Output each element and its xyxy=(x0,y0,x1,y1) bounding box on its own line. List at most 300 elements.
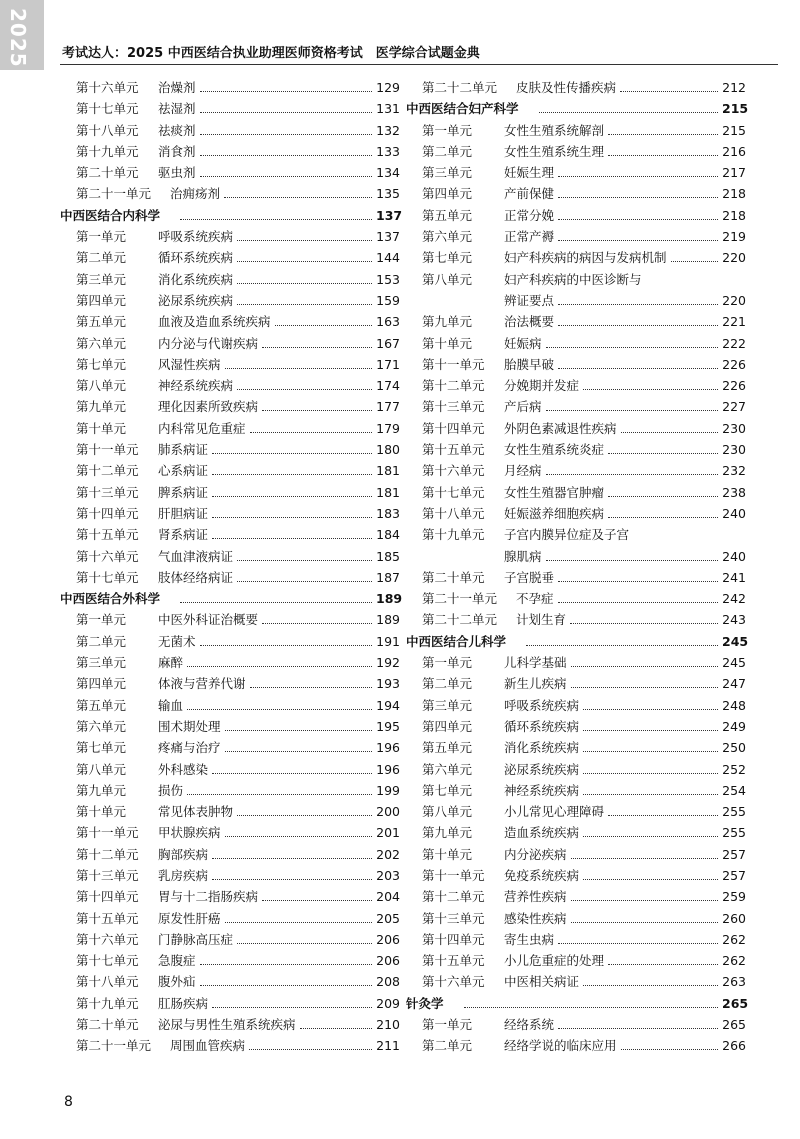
page-ref: 131 xyxy=(376,101,400,117)
toc-entry xyxy=(60,950,400,971)
unit-label: 第七单元 xyxy=(76,356,127,372)
toc-entry xyxy=(60,141,400,162)
page-ref: 226 xyxy=(722,356,746,372)
unit-label: 第十六单元 xyxy=(76,548,139,564)
dot-leader xyxy=(212,858,372,859)
toc-entry xyxy=(406,673,746,694)
page-ref: 177 xyxy=(376,399,400,415)
page-ref: 220 xyxy=(722,292,746,308)
dot-leader xyxy=(558,943,718,944)
page-ref: 243 xyxy=(722,612,746,628)
toc-entry xyxy=(60,929,400,950)
page-ref: 230 xyxy=(722,420,746,436)
toc-entry xyxy=(60,247,400,268)
unit-label: 第三单元 xyxy=(422,165,473,181)
unit-label: 第十一单元 xyxy=(422,867,485,883)
page-ref: 218 xyxy=(722,207,746,223)
dot-leader xyxy=(539,112,718,113)
dot-leader xyxy=(200,91,372,92)
page-ref: 219 xyxy=(722,229,746,245)
toc-entry xyxy=(406,950,746,971)
page-ref: 185 xyxy=(376,548,400,564)
entry-title: 腹外疝 xyxy=(158,974,196,990)
page-ref: 254 xyxy=(722,782,746,798)
dot-leader xyxy=(237,560,372,561)
unit-label: 第十四单元 xyxy=(76,505,139,521)
unit-label: 第十五单元 xyxy=(76,527,139,543)
page-ref: 260 xyxy=(722,910,746,926)
dot-leader xyxy=(558,219,718,220)
entry-title: 肺系病证 xyxy=(158,442,209,458)
section-title: 中西医结合妇产科学 xyxy=(406,101,519,117)
page-ref: 266 xyxy=(722,1038,746,1054)
dot-leader xyxy=(262,410,372,411)
toc-section-heading xyxy=(406,98,749,119)
page-ref: 218 xyxy=(722,186,746,202)
entry-title: 小儿常见心理障碍 xyxy=(504,804,605,820)
entry-title: 女性生殖系统解剖 xyxy=(504,122,605,138)
dot-leader xyxy=(583,773,718,774)
page-ref: 134 xyxy=(376,165,400,181)
unit-label: 第二十单元 xyxy=(422,569,485,585)
unit-label: 第二十一单元 xyxy=(76,186,152,202)
entry-title: 体液与营养代谢 xyxy=(158,676,246,692)
section-title: 中西医结合儿科学 xyxy=(406,633,507,649)
entry-title: 肢体经络病证 xyxy=(158,569,234,585)
entry-title: 小儿危重症的处理 xyxy=(504,953,605,969)
page-ref: 230 xyxy=(722,442,746,458)
toc-entry xyxy=(406,929,746,950)
toc-entry xyxy=(406,1014,746,1035)
toc-entry xyxy=(60,567,400,588)
page-ref: 216 xyxy=(722,143,746,159)
entry-title: 循环系统疾病 xyxy=(504,718,580,734)
unit-label: 第十六单元 xyxy=(422,463,485,479)
unit-label: 第二十一单元 xyxy=(76,1038,152,1054)
toc-section-heading xyxy=(60,205,403,226)
toc-entry xyxy=(406,290,746,311)
toc-entry xyxy=(60,993,400,1014)
entry-title: 造血系统疾病 xyxy=(504,825,580,841)
unit-label: 第十八单元 xyxy=(422,505,485,521)
page-ref: 259 xyxy=(722,889,746,905)
unit-label: 第六单元 xyxy=(76,335,127,351)
dot-leader xyxy=(583,879,718,880)
dot-leader xyxy=(558,1028,718,1029)
toc-entry xyxy=(60,652,400,673)
toc-entry xyxy=(406,695,746,716)
unit-label: 第二单元 xyxy=(422,143,473,159)
entry-title: 风湿性疾病 xyxy=(158,356,221,372)
toc-entry xyxy=(60,780,400,801)
page-ref: 133 xyxy=(376,143,400,159)
unit-label: 第十八单元 xyxy=(76,122,139,138)
dot-leader xyxy=(225,922,372,923)
dot-leader xyxy=(571,687,718,688)
dot-leader xyxy=(546,347,718,348)
dot-leader xyxy=(237,581,372,582)
page-ref: 247 xyxy=(722,676,746,692)
page-ref: 245 xyxy=(722,655,746,671)
entry-title: 围术期处理 xyxy=(158,718,221,734)
dot-leader xyxy=(200,964,372,965)
entry-title: 泌尿与男性生殖系统疾病 xyxy=(158,1017,296,1033)
page-ref: 153 xyxy=(376,271,400,287)
entry-title: 免疫系统疾病 xyxy=(504,867,580,883)
page-ref: 194 xyxy=(376,697,400,713)
entry-title: 肾系病证 xyxy=(158,527,209,543)
unit-label: 第十七单元 xyxy=(76,953,139,969)
toc-entry xyxy=(60,354,400,375)
unit-label: 第二单元 xyxy=(76,250,127,266)
unit-label: 第二单元 xyxy=(422,1038,473,1054)
dot-leader xyxy=(237,240,372,241)
dot-leader xyxy=(546,474,718,475)
toc-entry xyxy=(60,183,400,204)
page-ref: 171 xyxy=(376,356,400,372)
dot-leader xyxy=(571,666,718,667)
dot-leader xyxy=(608,134,718,135)
unit-label: 第十六单元 xyxy=(76,80,139,95)
toc-entry xyxy=(60,844,400,865)
page-ref: 137 xyxy=(376,229,400,245)
unit-label: 第一单元 xyxy=(422,122,473,138)
entry-title: 经络系统 xyxy=(504,1017,555,1033)
page-ref: 227 xyxy=(722,399,746,415)
page-ref: 205 xyxy=(376,910,400,926)
unit-label: 第十九单元 xyxy=(422,527,485,543)
page-ref: 215 xyxy=(722,101,749,117)
dot-leader xyxy=(225,751,372,752)
unit-label: 第十三单元 xyxy=(422,399,485,415)
entry-title: 肛肠疾病 xyxy=(158,995,209,1011)
toc-entry xyxy=(60,290,400,311)
unit-label: 第一单元 xyxy=(422,655,473,671)
entry-title: 妊娠生理 xyxy=(504,165,555,181)
page-ref: 135 xyxy=(376,186,400,202)
unit-label: 第十三单元 xyxy=(76,867,139,883)
toc-entry xyxy=(406,886,746,907)
dot-leader xyxy=(262,900,372,901)
dot-leader xyxy=(570,623,718,624)
dot-leader xyxy=(225,368,372,369)
toc-entry xyxy=(60,77,400,98)
unit-label: 第三单元 xyxy=(76,655,127,671)
page-ref: 222 xyxy=(722,335,746,351)
dot-leader xyxy=(608,964,718,965)
dot-leader xyxy=(275,325,372,326)
page-ref: 132 xyxy=(376,122,400,138)
dot-leader xyxy=(583,985,718,986)
toc-entry xyxy=(60,524,400,545)
dot-leader xyxy=(200,985,372,986)
entry-title: 门静脉高压症 xyxy=(158,931,234,947)
page-ref: 255 xyxy=(722,804,746,820)
dot-leader xyxy=(620,91,718,92)
toc-entry xyxy=(60,971,400,992)
entry-title: 祛痰剂 xyxy=(158,122,196,138)
entry-title: 气血津液病证 xyxy=(158,548,234,564)
dot-leader xyxy=(300,1028,372,1029)
page-ref: 129 xyxy=(376,80,400,95)
dot-leader xyxy=(608,155,718,156)
toc-entry xyxy=(60,1014,400,1035)
dot-leader xyxy=(621,432,718,433)
unit-label: 第七单元 xyxy=(76,740,127,756)
entry-title: 心系病证 xyxy=(158,463,209,479)
dot-leader xyxy=(608,453,718,454)
page-ref: 263 xyxy=(722,974,746,990)
toc-entry xyxy=(406,333,746,354)
toc-entry xyxy=(60,695,400,716)
page-ref: 265 xyxy=(722,995,749,1011)
entry-title: 神经系统疾病 xyxy=(504,782,580,798)
page-ref: 265 xyxy=(722,1017,746,1033)
unit-label: 第三单元 xyxy=(422,697,473,713)
entry-title: 脾系病证 xyxy=(158,484,209,500)
dot-leader xyxy=(187,709,372,710)
toc-entry xyxy=(60,226,400,247)
entry-title: 胎膜早破 xyxy=(504,356,555,372)
entry-title: 胸部疾病 xyxy=(158,846,209,862)
unit-label: 第十五单元 xyxy=(422,953,485,969)
entry-title: 消化系统疾病 xyxy=(158,271,234,287)
unit-label: 第一单元 xyxy=(76,612,127,628)
dot-leader xyxy=(571,858,718,859)
toc-entry xyxy=(60,120,400,141)
page-number: 8 xyxy=(64,1094,73,1110)
unit-label: 第四单元 xyxy=(422,186,473,202)
toc-entry xyxy=(406,205,746,226)
entry-title: 感染性疾病 xyxy=(504,910,567,926)
toc-entry xyxy=(406,971,746,992)
unit-label: 第十二单元 xyxy=(422,889,485,905)
toc-entry xyxy=(406,759,746,780)
dot-leader xyxy=(200,155,372,156)
side-tab-label: 2025 xyxy=(6,8,30,68)
unit-label: 第十一单元 xyxy=(76,442,139,458)
unit-label: 第七单元 xyxy=(422,250,473,266)
dot-leader xyxy=(608,815,718,816)
entry-title: 损伤 xyxy=(158,782,184,798)
page-ref: 262 xyxy=(722,931,746,947)
entry-title: 驱虫剂 xyxy=(158,165,196,181)
page-ref: 201 xyxy=(376,825,400,841)
entry-title: 神经系统疾病 xyxy=(158,378,234,394)
dot-leader xyxy=(212,496,372,497)
page-ref: 193 xyxy=(376,676,400,692)
page-ref: 206 xyxy=(376,953,400,969)
unit-label: 第七单元 xyxy=(422,782,473,798)
dot-leader xyxy=(212,453,372,454)
toc-entry xyxy=(406,269,746,290)
page-ref: 240 xyxy=(722,548,746,564)
entry-title: 乳房疾病 xyxy=(158,867,209,883)
dot-leader xyxy=(608,496,718,497)
unit-label: 第十六单元 xyxy=(422,974,485,990)
dot-leader xyxy=(558,240,718,241)
dot-leader xyxy=(200,134,372,135)
page-ref: 220 xyxy=(722,250,746,266)
toc-entry xyxy=(406,482,746,503)
unit-label: 第十九单元 xyxy=(76,143,139,159)
toc-entry xyxy=(406,908,746,929)
entry-title: 血液及造血系统疾病 xyxy=(158,314,271,330)
toc-entry xyxy=(406,737,746,758)
dot-leader xyxy=(621,1049,718,1050)
unit-label: 第九单元 xyxy=(76,782,127,798)
unit-label: 第二单元 xyxy=(76,633,127,649)
dot-leader xyxy=(583,709,718,710)
toc-entry xyxy=(60,908,400,929)
dot-leader xyxy=(187,666,372,667)
entry-title: 产前保健 xyxy=(504,186,555,202)
page-ref: 204 xyxy=(376,889,400,905)
toc-entry xyxy=(60,886,400,907)
page-ref: 196 xyxy=(376,740,400,756)
entry-title: 麻醉 xyxy=(158,655,184,671)
dot-leader xyxy=(237,283,372,284)
unit-label: 第六单元 xyxy=(76,718,127,734)
dot-leader xyxy=(225,730,372,731)
toc-entry xyxy=(406,460,746,481)
unit-label: 第二十单元 xyxy=(76,165,139,181)
unit-label: 第一单元 xyxy=(76,229,127,245)
page-ref: 184 xyxy=(376,527,400,543)
unit-label: 第十二单元 xyxy=(76,463,139,479)
toc-entry xyxy=(60,311,400,332)
page-ref: 174 xyxy=(376,378,400,394)
entry-title: 祛湿剂 xyxy=(158,101,196,117)
unit-label: 第十五单元 xyxy=(76,910,139,926)
dot-leader xyxy=(671,261,718,262)
page-ref: 257 xyxy=(722,846,746,862)
entry-title: 治痈疡剂 xyxy=(170,186,221,202)
unit-label: 第十二单元 xyxy=(422,378,485,394)
entry-title: 儿科学基础 xyxy=(504,655,567,671)
page-ref: 250 xyxy=(722,740,746,756)
toc-entry xyxy=(60,162,400,183)
section-title: 针灸学 xyxy=(406,995,444,1011)
unit-label: 第二十二单元 xyxy=(422,612,498,628)
dot-leader xyxy=(583,751,718,752)
unit-label: 第十一单元 xyxy=(422,356,485,372)
toc-entry xyxy=(406,247,746,268)
entry-title: 新生儿疾病 xyxy=(504,676,567,692)
unit-label: 第四单元 xyxy=(422,718,473,734)
unit-label: 第十七单元 xyxy=(422,484,485,500)
dot-leader xyxy=(558,304,718,305)
entry-title: 循环系统疾病 xyxy=(158,250,234,266)
toc-entry xyxy=(60,1035,400,1056)
entry-title: 正常分娩 xyxy=(504,207,555,223)
page-ref: 255 xyxy=(722,825,746,841)
dot-leader xyxy=(237,261,372,262)
dot-leader xyxy=(558,197,718,198)
entry-title: 中医相关病证 xyxy=(504,974,580,990)
unit-label: 第十七单元 xyxy=(76,569,139,585)
entry-title: 产后病 xyxy=(504,399,542,415)
section-title: 中西医结合外科学 xyxy=(60,591,161,607)
entry-title: 妊娠病 xyxy=(504,335,542,351)
page-ref: 191 xyxy=(376,633,400,649)
entry-title: 外阴色素减退性疾病 xyxy=(504,420,617,436)
page-ref: 240 xyxy=(722,505,746,521)
page-ref: 241 xyxy=(722,569,746,585)
dot-leader xyxy=(200,645,372,646)
unit-label: 第五单元 xyxy=(422,207,473,223)
entry-title: 甲状腺疾病 xyxy=(158,825,221,841)
dot-leader xyxy=(262,623,372,624)
toc-section-heading xyxy=(406,631,749,652)
unit-label: 第八单元 xyxy=(422,804,473,820)
dot-leader xyxy=(200,176,372,177)
toc-entry xyxy=(406,567,746,588)
toc-entry xyxy=(60,460,400,481)
entry-title: 经络学说的临床应用 xyxy=(504,1038,617,1054)
toc-entry xyxy=(406,546,746,567)
unit-label: 第六单元 xyxy=(422,761,473,777)
unit-label: 第十三单元 xyxy=(422,910,485,926)
dot-leader xyxy=(558,325,718,326)
unit-label: 第十八单元 xyxy=(76,974,139,990)
unit-label: 第十九单元 xyxy=(76,995,139,1011)
entry-title: 月经病 xyxy=(504,463,542,479)
toc-entry xyxy=(406,162,746,183)
page-ref: 252 xyxy=(722,761,746,777)
unit-label: 第十一单元 xyxy=(76,825,139,841)
entry-title: 正常产褥 xyxy=(504,229,555,245)
dot-leader xyxy=(583,389,718,390)
dot-leader xyxy=(583,836,718,837)
page-ref: 181 xyxy=(376,484,400,500)
entry-title: 子宫脱垂 xyxy=(504,569,555,585)
toc-entry xyxy=(406,226,746,247)
page-ref: 232 xyxy=(722,463,746,479)
toc-entry xyxy=(406,503,746,524)
entry-title: 急腹症 xyxy=(158,953,196,969)
page-ref: 180 xyxy=(376,442,400,458)
entry-title: 疼痛与治疗 xyxy=(158,740,221,756)
page-ref: 226 xyxy=(722,378,746,394)
page-ref: 249 xyxy=(722,718,746,734)
dot-leader xyxy=(225,836,372,837)
unit-label: 第九单元 xyxy=(422,825,473,841)
dot-leader xyxy=(212,773,372,774)
dot-leader xyxy=(558,368,718,369)
entry-title: 常见体表肿物 xyxy=(158,804,234,820)
entry-title: 妇产科疾病的病因与发病机制 xyxy=(504,250,667,266)
dot-leader xyxy=(546,560,718,561)
entry-title-continued: 辨证要点 xyxy=(504,292,555,308)
entry-title: 输血 xyxy=(158,697,184,713)
dot-leader xyxy=(212,517,372,518)
page-ref: 179 xyxy=(376,420,400,436)
entry-title: 寄生虫病 xyxy=(504,931,555,947)
toc-entry xyxy=(60,609,400,630)
page-ref: 209 xyxy=(376,995,400,1011)
toc-entry xyxy=(406,780,746,801)
toc-entry xyxy=(60,418,400,439)
toc-entry xyxy=(60,737,400,758)
page-ref: 206 xyxy=(376,931,400,947)
toc-entry xyxy=(406,822,746,843)
page-ref: 203 xyxy=(376,867,400,883)
unit-label: 第十单元 xyxy=(422,846,473,862)
unit-label: 第四单元 xyxy=(76,676,127,692)
toc-entry xyxy=(60,482,400,503)
toc-entry xyxy=(406,801,746,822)
